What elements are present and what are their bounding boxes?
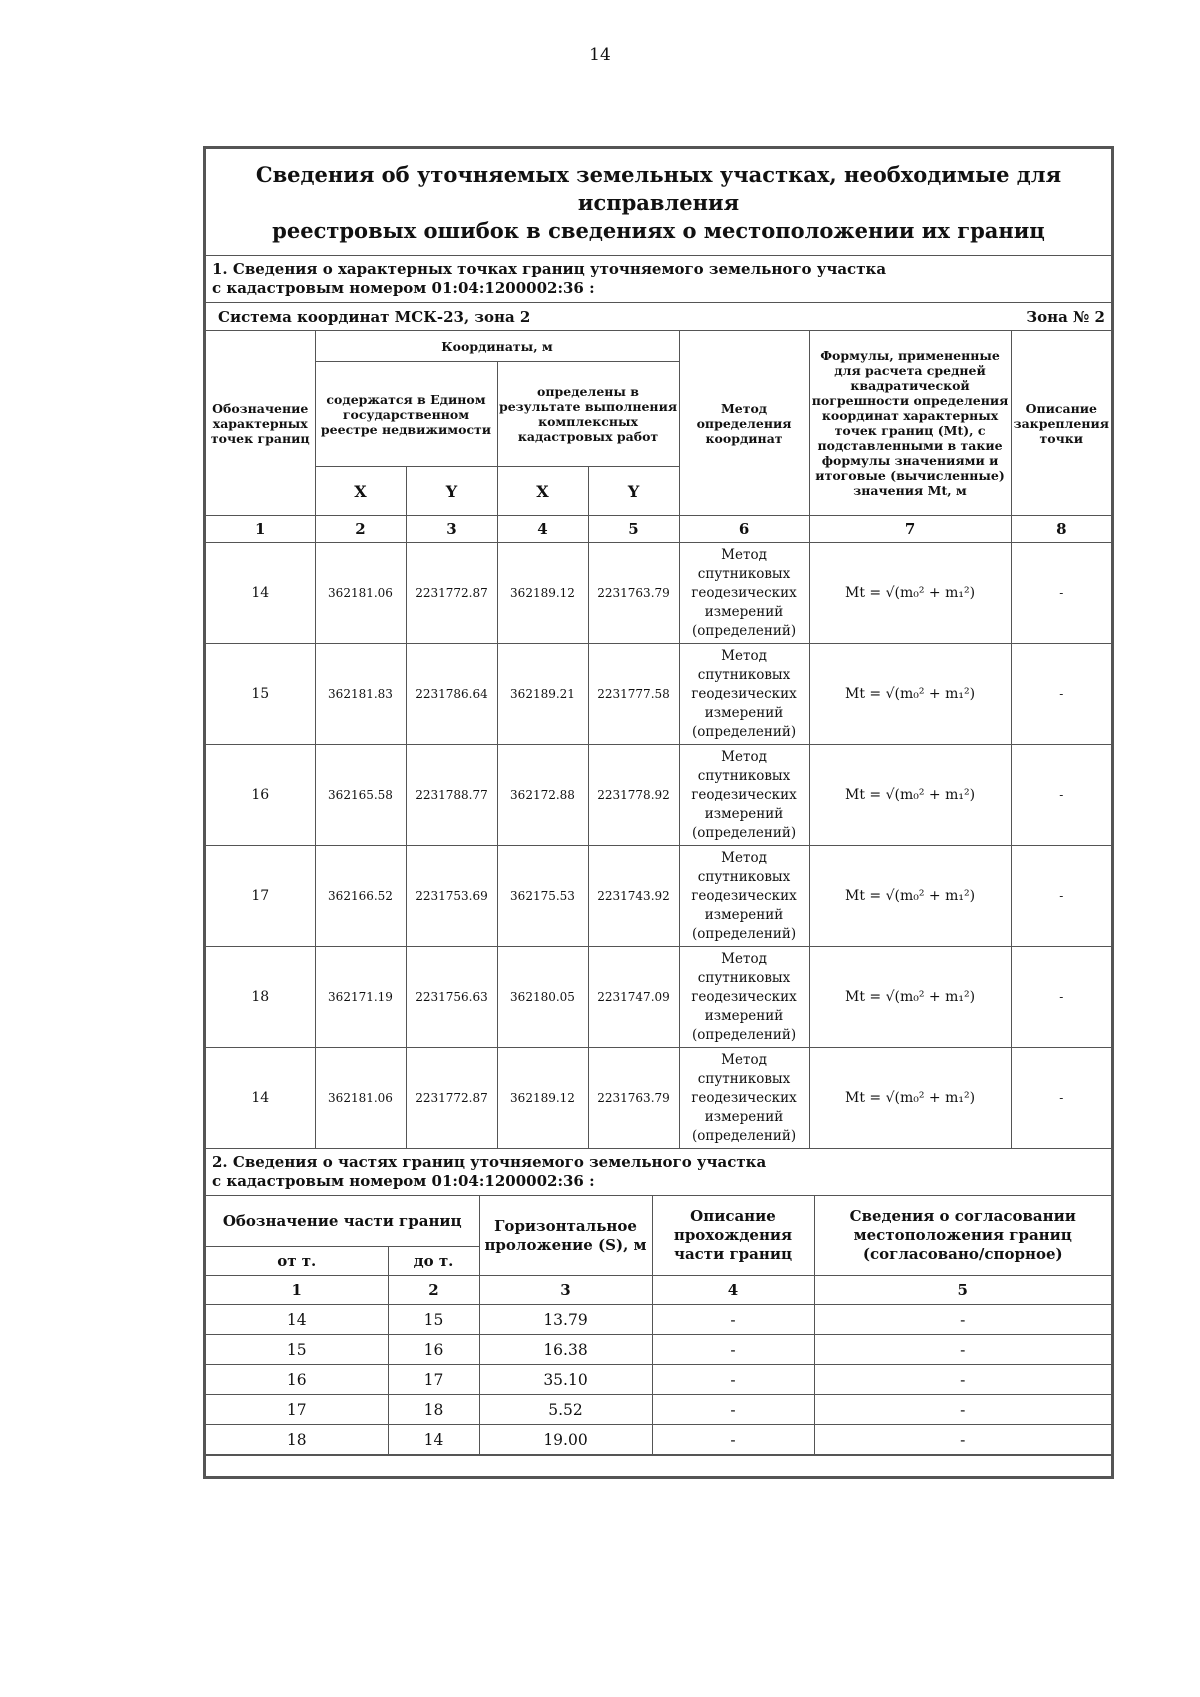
part-description: - [652, 1305, 814, 1335]
header-to: до т. [388, 1247, 479, 1276]
point-id: 14 [206, 543, 315, 644]
header-method: Метод определения координат [679, 331, 809, 516]
formula: Mt = √(m₀² + m₁²) [809, 745, 1011, 846]
table-row [206, 745, 1111, 846]
part-description: - [652, 1425, 814, 1455]
x-determined: 362172.88 [497, 745, 588, 846]
column-number: 5 [814, 1276, 1111, 1305]
point-description: - [1011, 543, 1111, 644]
point-id: 18 [206, 947, 315, 1048]
table-row [206, 1335, 1111, 1365]
formula: Mt = √(m₀² + m₁²) [809, 644, 1011, 745]
agreement-info: - [814, 1395, 1111, 1425]
method: Метод спутниковых геодезических измерений (определений) [679, 846, 809, 947]
header-y-egrn: Y [406, 467, 497, 516]
section-1-line-1: 1. Сведения о характерных точках границ уточняемого земельного участка [212, 260, 887, 278]
column-number: 1 [206, 1276, 388, 1305]
table-row [206, 644, 1111, 745]
table-row [206, 1365, 1111, 1395]
to-point: 14 [388, 1425, 479, 1455]
table-row [206, 543, 1111, 644]
y-egrn: 2231772.87 [406, 543, 497, 644]
y-egrn: 2231788.77 [406, 745, 497, 846]
header-description: Описание закрепления точки [1011, 331, 1111, 516]
header-formulas: Формулы, примененные для расчета средней квадратической погрешности определения координат характерных точек границ (Mt), с подставленными в такие формулы значениями и итоговые (вычисленные) значения Mt, м [809, 331, 1011, 516]
column-number: 2 [388, 1276, 479, 1305]
table-row [206, 947, 1111, 1048]
x-egrn: 362165.58 [315, 745, 406, 846]
to-point: 16 [388, 1335, 479, 1365]
header-egrn: содержатся в Едином государственном реестре недвижимости [315, 362, 497, 467]
x-determined: 362189.21 [497, 644, 588, 745]
horizontal-distance: 35.10 [479, 1365, 652, 1395]
y-egrn: 2231786.64 [406, 644, 497, 745]
x-egrn: 362181.06 [315, 1048, 406, 1149]
y-determined: 2231778.92 [588, 745, 679, 846]
document-title [206, 149, 1111, 256]
column-number: 8 [1011, 516, 1111, 543]
point-id: 17 [206, 846, 315, 947]
y-egrn: 2231772.87 [406, 1048, 497, 1149]
y-determined: 2231763.79 [588, 543, 679, 644]
section-1-line-2: с кадастровым номером 01:04:1200002:36 : [212, 279, 595, 297]
point-description: - [1011, 1048, 1111, 1149]
horizontal-distance: 16.38 [479, 1335, 652, 1365]
column-number: 1 [206, 516, 315, 543]
title-line-1: Сведения об уточняемых земельных участках, необходимые для исправления [255, 162, 1062, 215]
from-point: 18 [206, 1425, 388, 1455]
part-description: - [652, 1395, 814, 1425]
y-egrn: 2231756.63 [406, 947, 497, 1048]
formula: Mt = √(m₀² + m₁²) [809, 1048, 1011, 1149]
x-egrn: 362181.83 [315, 644, 406, 745]
boundary-parts-table [206, 1196, 1111, 1455]
agreement-info: - [814, 1305, 1111, 1335]
column-number: 2 [315, 516, 406, 543]
formula: Mt = √(m₀² + m₁²) [809, 846, 1011, 947]
point-id: 16 [206, 745, 315, 846]
agreement-info: - [814, 1425, 1111, 1455]
header-determined: определены в результате выполнения комплексных кадастровых работ [497, 362, 679, 467]
header-agreement: Сведения о согласовании местоположения границ (согласовано/спорное) [814, 1196, 1111, 1276]
column-number: 7 [809, 516, 1011, 543]
method: Метод спутниковых геодезических измерений (определений) [679, 745, 809, 846]
method: Метод спутниковых геодезических измерений (определений) [679, 947, 809, 1048]
agreement-info: - [814, 1365, 1111, 1395]
x-egrn: 362166.52 [315, 846, 406, 947]
point-description: - [1011, 644, 1111, 745]
section-2-heading [206, 1148, 1111, 1196]
y-determined: 2231747.09 [588, 947, 679, 1048]
y-determined: 2231763.79 [588, 1048, 679, 1149]
method: Метод спутниковых геодезических измерений (определений) [679, 1048, 809, 1149]
header-part-description: Описание прохождения части границ [652, 1196, 814, 1276]
section-2-line-2: с кадастровым номером 01:04:1200002:36 : [212, 1172, 595, 1190]
y-determined: 2231777.58 [588, 644, 679, 745]
point-description: - [1011, 947, 1111, 1048]
part-description: - [652, 1365, 814, 1395]
column-number: 3 [479, 1276, 652, 1305]
title-line-2: реестровых ошибок в сведениях о местоположении их границ [272, 218, 1045, 243]
zone-label: Зона № 2 [1026, 308, 1105, 326]
to-point: 15 [388, 1305, 479, 1335]
x-determined: 362189.12 [497, 543, 588, 644]
header-y-determined: Y [588, 467, 679, 516]
from-point: 16 [206, 1365, 388, 1395]
column-number: 4 [652, 1276, 814, 1305]
horizontal-distance: 5.52 [479, 1395, 652, 1425]
method: Метод спутниковых геодезических измерений (определений) [679, 644, 809, 745]
column-number: 3 [406, 516, 497, 543]
x-determined: 362189.12 [497, 1048, 588, 1149]
header-x-determined: X [497, 467, 588, 516]
x-egrn: 362171.19 [315, 947, 406, 1048]
header-horizontal: Горизонтальное проложение (S), м [479, 1196, 652, 1276]
section-2-line-1: 2. Сведения о частях границ уточняемого земельного участка [212, 1153, 767, 1171]
table-row [206, 1048, 1111, 1149]
empty-bottom-row [206, 1455, 1111, 1476]
horizontal-distance: 19.00 [479, 1425, 652, 1455]
agreement-info: - [814, 1335, 1111, 1365]
horizontal-distance: 13.79 [479, 1305, 652, 1335]
from-point: 14 [206, 1305, 388, 1335]
formula: Mt = √(m₀² + m₁²) [809, 543, 1011, 644]
to-point: 17 [388, 1365, 479, 1395]
point-description: - [1011, 846, 1111, 947]
x-egrn: 362181.06 [315, 543, 406, 644]
from-point: 15 [206, 1335, 388, 1365]
y-egrn: 2231753.69 [406, 846, 497, 947]
table-row [206, 1305, 1111, 1335]
boundary-points-table [206, 331, 1111, 1148]
y-determined: 2231743.92 [588, 846, 679, 947]
column-number: 5 [588, 516, 679, 543]
part-description: - [652, 1335, 814, 1365]
table-row [206, 1395, 1111, 1425]
header-designation: Обозначение характерных точек границ [206, 331, 315, 516]
coordinate-system: Система координат МСК-23, зона 2 [218, 308, 531, 326]
coordinate-system-row [206, 303, 1111, 331]
point-description: - [1011, 745, 1111, 846]
header-x-egrn: X [315, 467, 406, 516]
table-row [206, 1425, 1111, 1455]
point-id: 14 [206, 1048, 315, 1149]
section-1-heading [206, 256, 1111, 303]
column-number: 4 [497, 516, 588, 543]
x-determined: 362175.53 [497, 846, 588, 947]
x-determined: 362180.05 [497, 947, 588, 1048]
point-id: 15 [206, 644, 315, 745]
header-coordinates: Координаты, м [315, 331, 679, 362]
to-point: 18 [388, 1395, 479, 1425]
header-from: от т. [206, 1247, 388, 1276]
page-number: 14 [589, 45, 611, 65]
formula: Mt = √(m₀² + m₁²) [809, 947, 1011, 1048]
table-row [206, 846, 1111, 947]
document-frame [203, 146, 1114, 1479]
method: Метод спутниковых геодезических измерений (определений) [679, 543, 809, 644]
from-point: 17 [206, 1395, 388, 1425]
column-number: 6 [679, 516, 809, 543]
header-part: Обозначение части границ [206, 1196, 479, 1247]
